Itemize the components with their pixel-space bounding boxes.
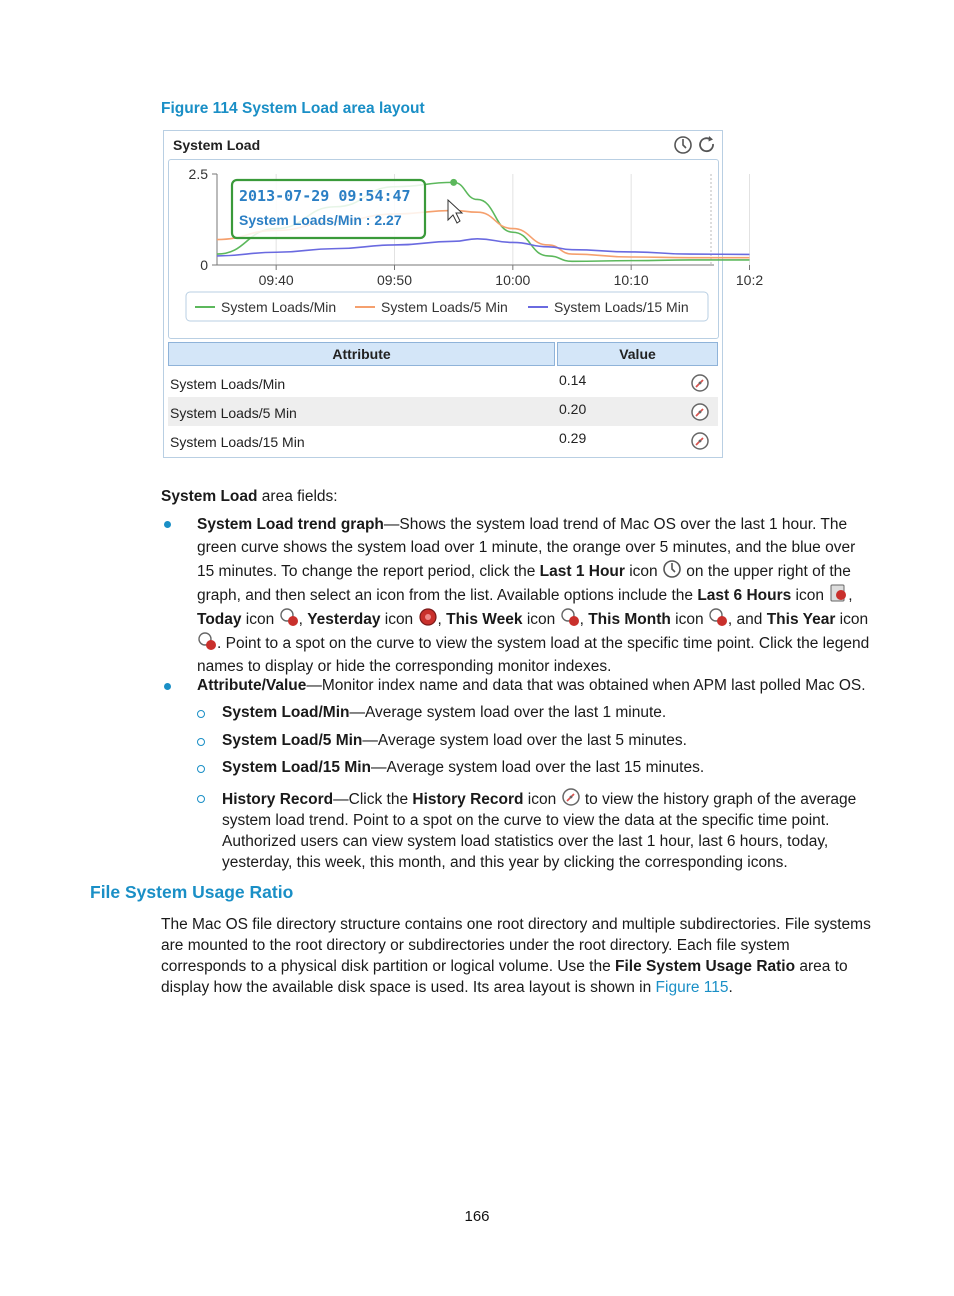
data-point [450, 179, 457, 186]
text: —Average system load over the last 5 minutes. [362, 732, 687, 749]
text: , [437, 611, 447, 628]
legend-item[interactable]: System Loads/Min [221, 299, 337, 315]
row-attribute: System Loads/Min [170, 376, 286, 392]
system-load-panel [163, 130, 764, 458]
system-load-chart[interactable] [169, 160, 764, 338]
figure-115-link[interactable]: Figure 115 [655, 979, 729, 996]
text: —Average system load over the last 15 minutes. [371, 759, 705, 776]
text: —Shows the system load trend of Mac OS over the last 1 hour. The green curve shows the system load over 1 minute, the orange over 5 minutes, and the blue over 15 minutes. To change the report period, click the [197, 516, 856, 580]
page-number: 166 [464, 1208, 490, 1225]
text: icon [670, 611, 708, 628]
bullet-dot [164, 521, 171, 528]
text: icon [522, 611, 560, 628]
clock-icon[interactable] [673, 135, 693, 155]
bold-term: System Load trend graph [197, 516, 384, 533]
text: . [728, 979, 733, 996]
table-row [168, 397, 718, 426]
text: icon [241, 611, 279, 628]
bold-term: System Load/15 Min [222, 759, 372, 776]
text: , [579, 611, 589, 628]
today-icon [279, 607, 299, 627]
text: —Click the [333, 791, 413, 808]
text: icon [523, 791, 561, 808]
bold-term: History Record [412, 791, 524, 808]
bold-term: Yesterday [307, 611, 381, 628]
bold-term: Last 6 Hours [697, 587, 792, 604]
row-attribute: System Loads/5 Min [170, 405, 297, 421]
bold-term: System Load/5 Min [222, 732, 363, 749]
row-attribute: System Loads/15 Min [170, 434, 305, 450]
panel-title: System Load [173, 137, 261, 153]
text: area to display how the available disk space is used. Its area layout is shown in [161, 958, 848, 996]
legend-item[interactable]: System Loads/5 Min [381, 299, 508, 315]
text: icon [791, 587, 829, 604]
sub-bullet [197, 795, 205, 803]
history-record-icon [561, 787, 581, 807]
x-tick-label: 10:2 [735, 272, 764, 288]
bold-term: Last 1 Hour [539, 563, 625, 580]
bullet-trend-graph [197, 513, 872, 678]
x-tick-label: 10:10 [613, 272, 649, 288]
this-year-icon [197, 631, 217, 651]
bold-term: This Week [446, 611, 523, 628]
bullet-attribute-value [197, 675, 877, 696]
text: , and [727, 611, 767, 628]
this-month-icon [708, 607, 728, 627]
sub-item-load-min [222, 702, 872, 723]
row-value: 0.29 [559, 430, 587, 446]
refresh-icon[interactable] [697, 135, 717, 155]
sub-item-history-record [222, 787, 862, 873]
history-record-icon[interactable] [690, 402, 710, 422]
x-tick-label: 10:00 [495, 272, 531, 288]
yesterday-icon [418, 607, 438, 627]
figure-caption: Figure 114 System Load area layout [161, 100, 425, 117]
bold-term: System Load/Min [222, 704, 350, 721]
intro-text: area fields: [257, 488, 338, 505]
intro-line [161, 486, 338, 507]
row-value: 0.14 [559, 372, 587, 388]
sub-bullet [197, 738, 205, 746]
y-tick-label: 2.5 [188, 166, 208, 182]
row-value: 0.20 [559, 401, 587, 417]
table-row [168, 368, 718, 397]
header-attribute[interactable]: Attribute [168, 342, 555, 366]
history-record-icon[interactable] [690, 373, 710, 393]
last-6-hours-icon [828, 583, 848, 603]
bold-term: Attribute/Value [197, 677, 307, 694]
text: to view the history graph of the average system load trend. Point to a spot on the curve to view the data at the specific time point. Authorized users can view system load statistics over the last 1 hour, last 6 hours, today, yesterday, this week, this month, and this year by clicking the corresponding icons. [222, 791, 857, 871]
sub-item-load-15min [222, 757, 872, 778]
tooltip-time: 2013-07-29 09:54:47 [239, 187, 411, 205]
text: . Point to a spot on the curve to view the system load at the specific time point. Click the legend names to display or hide the corresponding monitor indexes. [197, 635, 870, 675]
bold-term: File System Usage Ratio [615, 958, 796, 975]
text: icon [624, 563, 662, 580]
text: The Mac OS file directory structure contains one root directory and multiple subdirectories. File systems are mounted to the root directory or subdirectories under the root directory. Each file system corresponds to a physical disk partition or logical volume. Use the [161, 916, 871, 975]
text: , [298, 611, 308, 628]
sub-bullet [197, 765, 205, 773]
sub-item-load-5min [222, 730, 872, 751]
bold-term: Today [197, 611, 242, 628]
history-record-icon[interactable] [690, 431, 710, 451]
section-paragraph [161, 914, 871, 998]
text: —Average system load over the last 1 minute. [349, 704, 667, 721]
intro-bold: System Load [161, 488, 258, 505]
tooltip-value: System Loads/Min : 2.27 [239, 212, 402, 228]
text: on the upper right of the graph, and then select an icon from the list. Available options include the [197, 563, 851, 604]
bold-term: History Record [222, 791, 334, 808]
legend-item[interactable]: System Loads/15 Min [554, 299, 689, 315]
text: —Monitor index name and data that was obtained when APM last polled Mac OS. [306, 677, 866, 694]
sub-bullet [197, 710, 205, 718]
x-tick-label: 09:50 [376, 272, 413, 288]
text: icon [380, 611, 418, 628]
bold-term: This Month [588, 611, 671, 628]
bold-term: This Year [766, 611, 836, 628]
text: icon [835, 611, 869, 628]
x-tick-label: 09:40 [258, 272, 294, 288]
bullet-dot [164, 683, 171, 690]
header-value[interactable]: Value [557, 342, 718, 366]
last-1-hour-icon [662, 559, 682, 579]
section-title: File System Usage Ratio [90, 882, 294, 902]
chart-frame [168, 159, 764, 339]
this-week-icon [560, 607, 580, 627]
text: , [848, 587, 853, 604]
table-row [168, 426, 718, 455]
y-tick-label: 0 [200, 257, 208, 273]
